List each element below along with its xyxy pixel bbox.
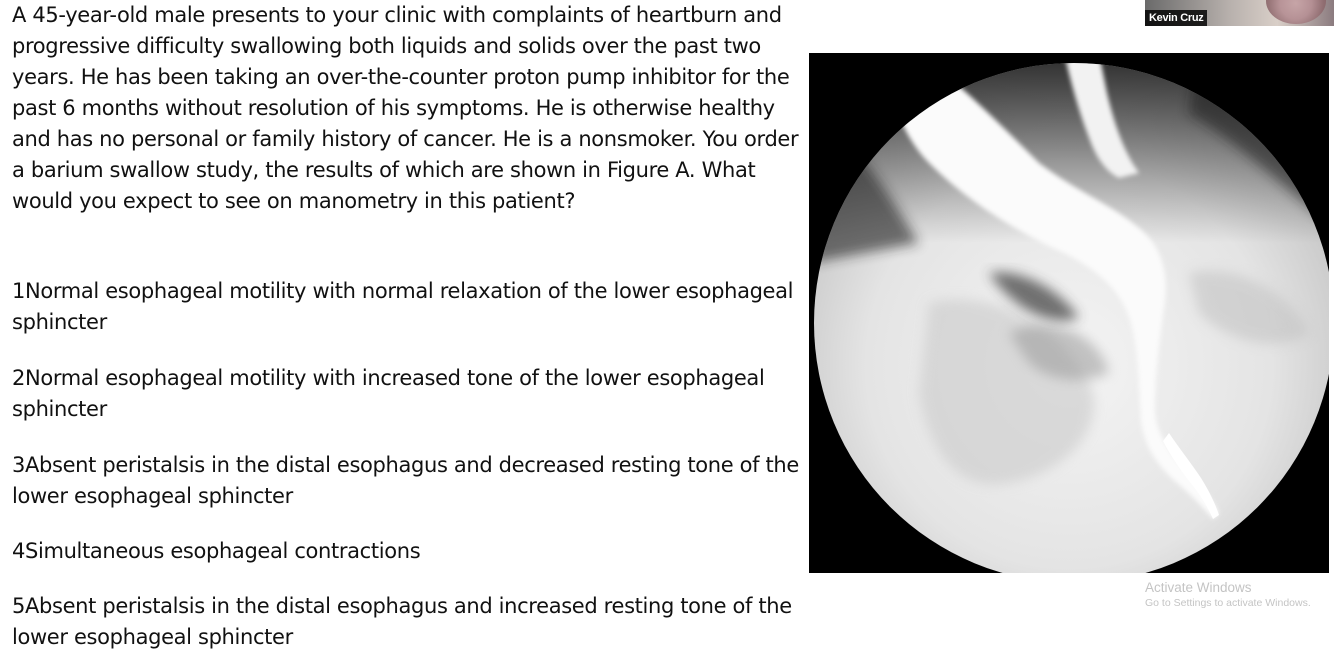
participant-avatar — [1266, 0, 1326, 24]
watermark-title: Activate Windows — [1145, 580, 1252, 595]
question-stem: A 45-year-old male presents to your clinic with complaints of heartburn and progressive difficulty swallowing both liquids and solids over the past two years. He has been taking an over-the-counter proton pump inhibitor for the past 6 months without resolution of his symptoms. He is otherwise healthy and has no personal or family history of cancer. He is a nonsmoker. You order a barium swallow study, the results of which are shown in Figure A. What would you expect to see on manometry in this patient? — [12, 3, 799, 213]
answer-options — [12, 276, 812, 653]
barium-swallow-image — [809, 53, 1329, 573]
answer-option-5[interactable]: 5Absent peristalsis in the distal esophagus and increased resting tone of the lower esophageal sphincter — [12, 594, 792, 649]
video-participant-thumbnail[interactable] — [1145, 0, 1334, 26]
participant-name: Kevin Cruz — [1145, 10, 1207, 26]
answer-option-1[interactable]: 1Normal esophageal motility with normal relaxation of the lower esophageal sphincter — [12, 279, 794, 334]
answer-option-3[interactable]: 3Absent peristalsis in the distal esophagus and decreased resting tone of the lower esophageal sphincter — [12, 453, 799, 508]
answer-option-2[interactable]: 2Normal esophageal motility with increased tone of the lower esophageal sphincter — [12, 366, 765, 421]
watermark-subtitle: Go to Settings to activate Windows. — [1145, 597, 1311, 609]
activation-watermark — [1145, 580, 1311, 610]
answer-option-4[interactable]: 4Simultaneous esophageal contractions — [12, 539, 421, 563]
